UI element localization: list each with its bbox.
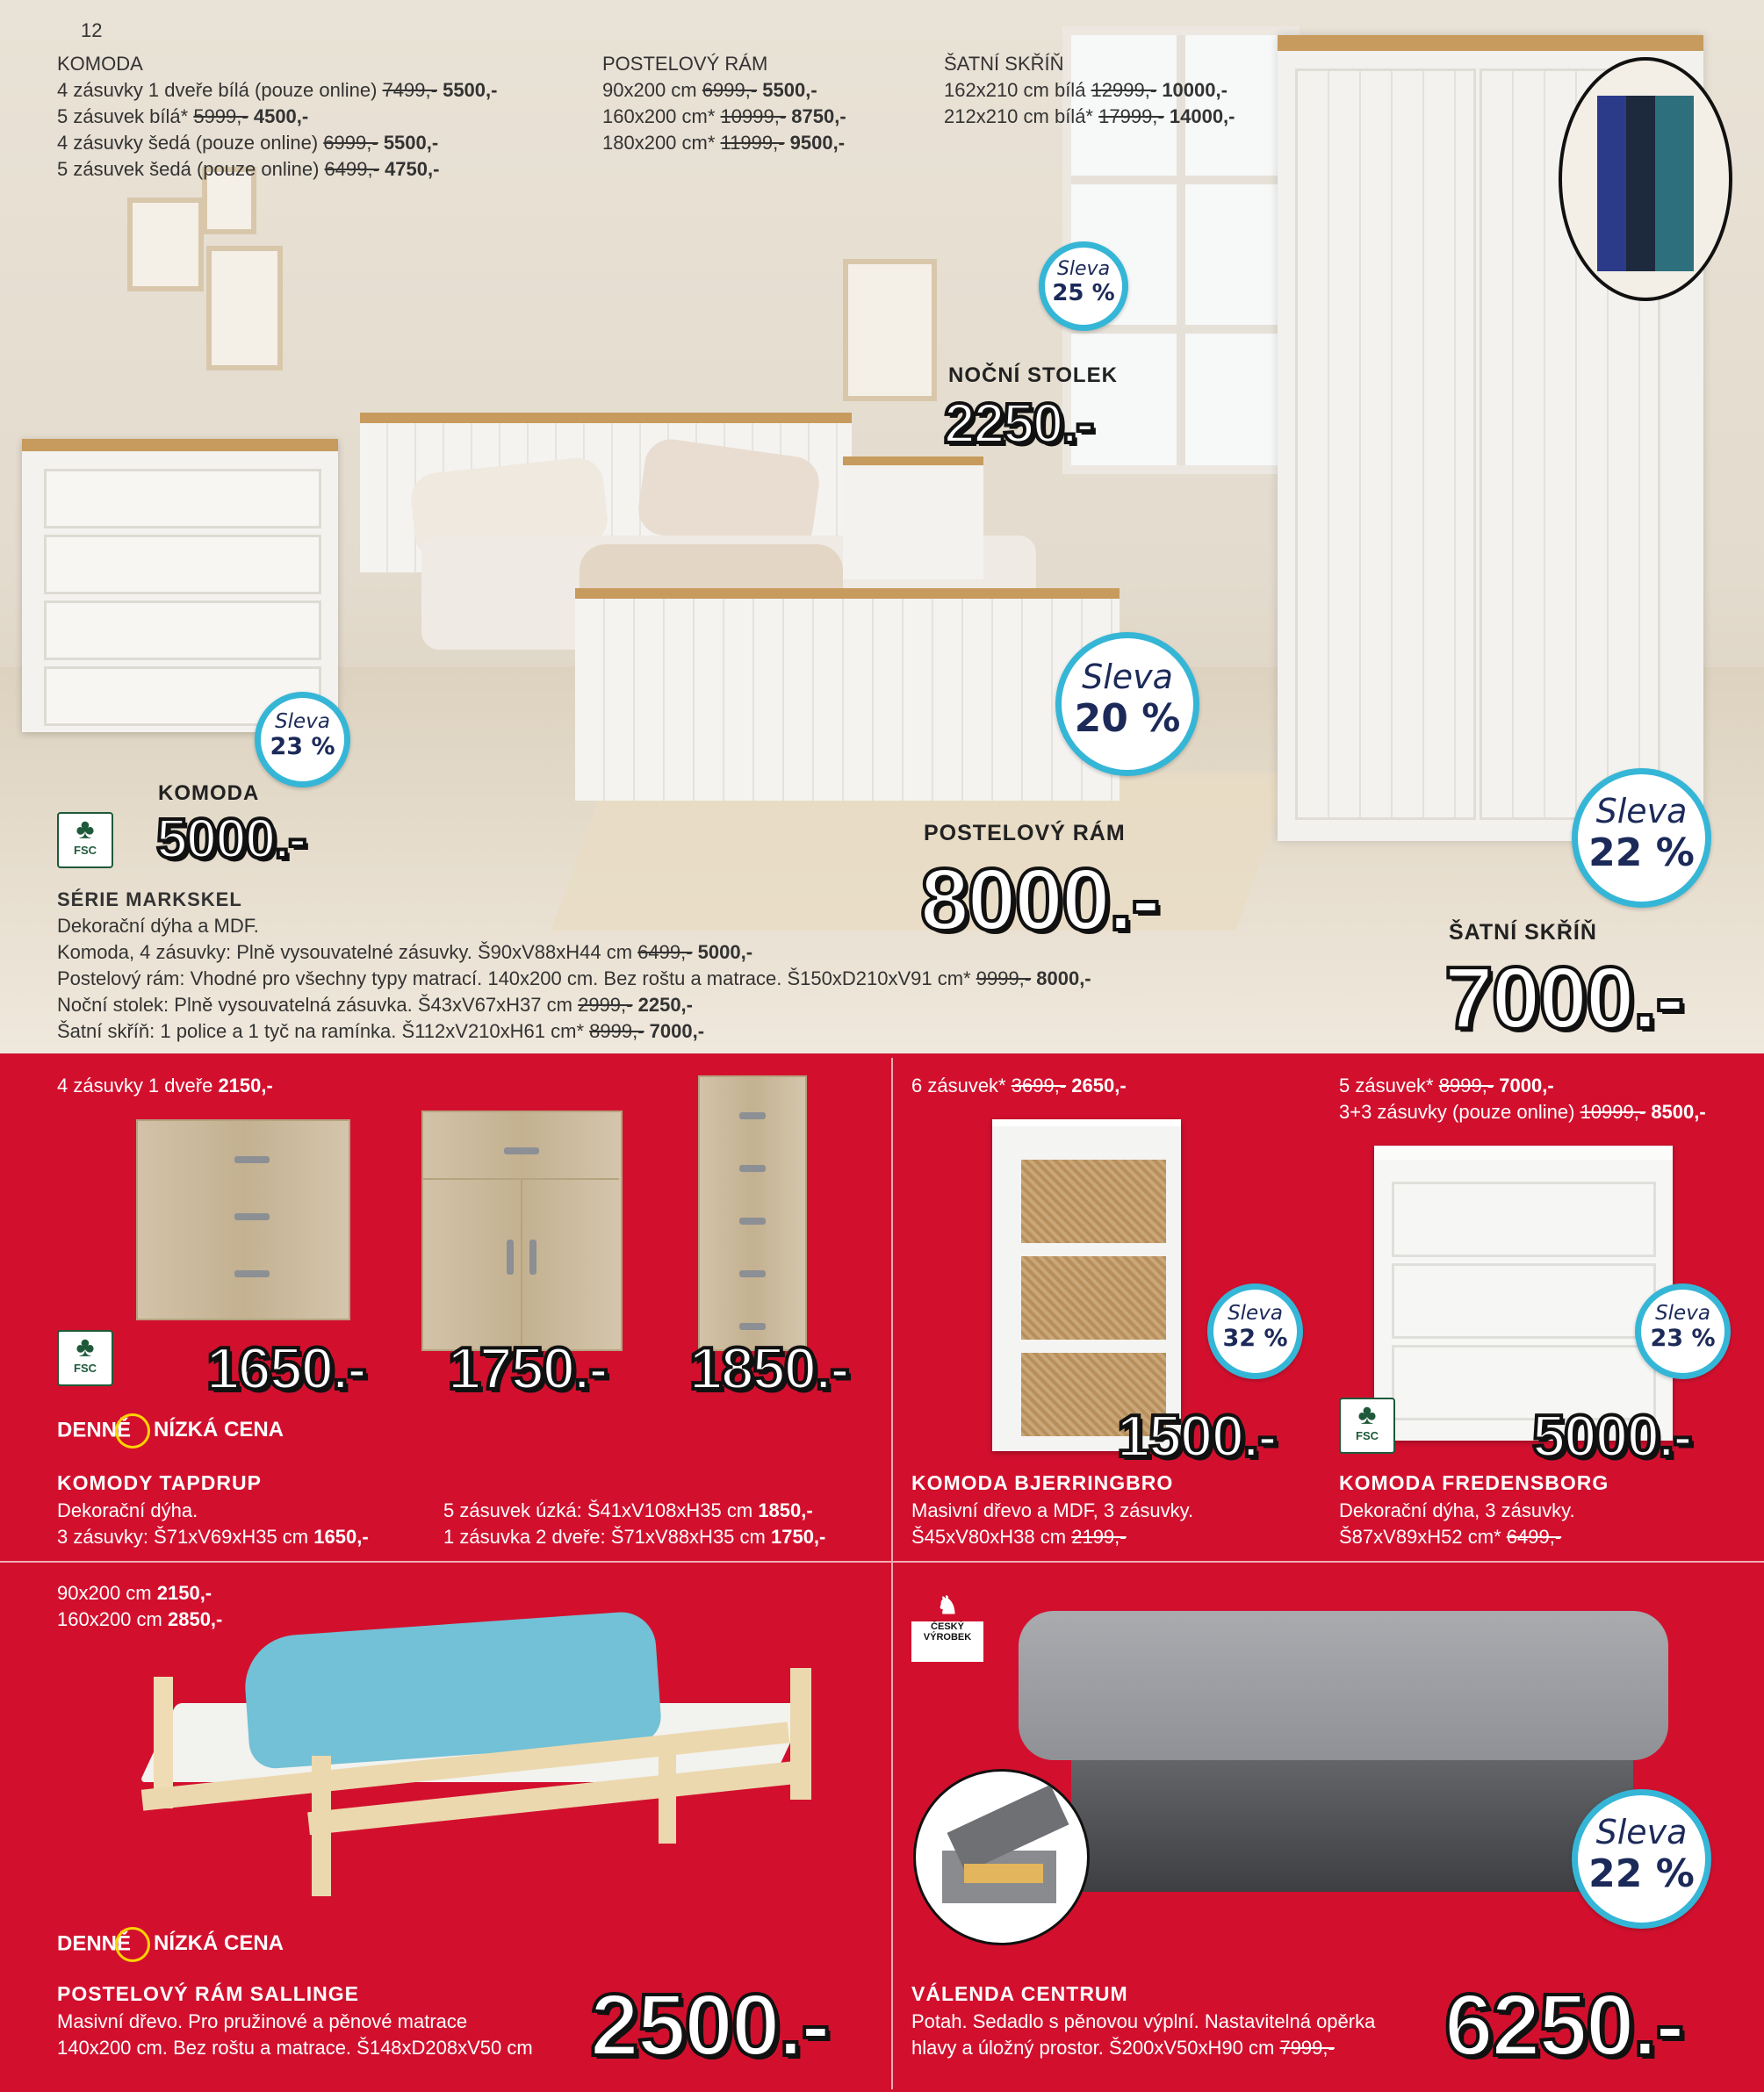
sallinge-price: 2500.- — [590, 1976, 829, 2074]
bjerringbro-name: KOMODA BJERRINGBRO — [911, 1471, 1174, 1494]
series-line: Šatní skříň: 1 police a 1 tyč na ramínka. Š112xV210xH61 cm* 8999,- 7000,- — [57, 1020, 705, 1042]
fsc-logo: ♣ FSC — [57, 1330, 113, 1386]
tapdrup-5-drawer-image — [698, 1075, 807, 1351]
discount-badge: Sleva 20 % — [1055, 632, 1199, 776]
series-desc: Dekorační dýha a MDF. — [57, 915, 259, 937]
fredensborg-line-2: 3+3 zásuvky (pouze online) 10999,- 8500,- — [1339, 1101, 1706, 1123]
bjerringbro-price: 1500.- — [1117, 1403, 1276, 1470]
komoda-variants-title: KOMODA — [57, 53, 143, 75]
variant-line: 5 zásuvek bílá* 5999,- 4500,- — [57, 105, 309, 127]
variant-line: 160x200 cm* 10999,- 8750,- — [602, 105, 846, 127]
denne-nizka-cena-logo: DENNĚ NÍZKÁ CENA — [57, 1413, 284, 1449]
komoda-name: KOMODA — [158, 781, 260, 805]
variant-line: 212x210 cm bílá* 17999,- 14000,- — [944, 105, 1235, 127]
fredensborg-line-1: 5 zásuvek* 8999,- 7000,- — [1339, 1075, 1554, 1096]
sallinge-line-2: 160x200 cm 2850,- — [57, 1608, 223, 1630]
postelovy-ram-variants — [602, 51, 846, 156]
wall-picture-1 — [127, 198, 204, 291]
centrum-desc: Potah. Sedadlo s pěnovou výplní. Nastavitelná opěrka hlavy a úložný prostor. Š200xV50xH90 cm 7999,- — [911, 2010, 1376, 2059]
tapdrup-3-drawer-image — [136, 1119, 350, 1320]
variant-line: 4 zásuvky 1 dveře bílá (pouze online) 7499,- 5500,- — [57, 79, 498, 101]
fsc-logo: ♣ FSC — [57, 812, 113, 868]
tapdrup-price-3: 1850.- — [689, 1335, 848, 1402]
centrum-price: 6250.- — [1444, 1976, 1683, 2074]
denne-nizka-cena-logo: DENNĚ NÍZKÁ CENA — [57, 1927, 284, 1962]
wardrobe-inside-inset — [1559, 57, 1732, 301]
tapdrup-desc: Dekorační dýha. 3 zásuvky: Š71xV69xH35 cm 1650,- — [57, 1499, 369, 1548]
bjerringbro-top-line: 6 zásuvek* 3699,- 2650,- — [911, 1075, 1127, 1096]
satni-skrin-price: 7000.- — [1444, 949, 1683, 1047]
discount-badge: Sleva 22 % — [1572, 1789, 1711, 1929]
series-line: Postelový rám: Vhodné pro všechny typy matrací. 140x200 cm. Bez roštu a matrace. Š150xD210xV91 cm* 9999,- 8000,- — [57, 967, 1091, 989]
tapdrup-top-line: 4 zásuvky 1 dveře 2150,- — [57, 1075, 273, 1096]
komoda-variants — [57, 51, 497, 183]
komoda-price: 5000.- — [156, 807, 306, 870]
storage-inset — [913, 1769, 1090, 1945]
sallinge-line-1: 90x200 cm 2150,- — [57, 1582, 212, 1604]
series-title: SÉRIE MARKSKEL — [57, 888, 242, 910]
divider — [0, 1561, 1764, 1563]
page-number: 12 — [81, 19, 103, 41]
fredensborg-price: 5000.- — [1532, 1403, 1691, 1470]
tapdrup-2-door-image — [421, 1111, 623, 1351]
postelovy-ram-price: 8000.- — [920, 851, 1159, 949]
divider — [891, 1058, 893, 2089]
fredensborg-desc: Dekorační dýha, 3 zásuvky. Š87xV89xH52 cm* 6499,- — [1339, 1499, 1575, 1548]
nocni-stolek-name: NOČNÍ STOLEK — [948, 363, 1118, 387]
sallinge-bed-image — [140, 1607, 825, 1896]
discount-badge: Sleva 32 % — [1207, 1283, 1303, 1379]
tapdrup-desc-2: 5 zásuvek úzká: Š41xV108xH35 cm 1850,- 1 zásuvka 2 dveře: Š71xV88xH35 cm 1750,- — [443, 1499, 826, 1548]
nocni-stolek-price: 2250.- — [944, 392, 1093, 455]
series-description — [57, 887, 1091, 1045]
discount-badge: Sleva 22 % — [1572, 768, 1711, 908]
satni-skrin-variants — [944, 51, 1235, 130]
satni-skrin-name: ŠATNÍ SKŘÍŇ — [1449, 920, 1597, 945]
bjerringbro-desc: Masivní dřevo a MDF, 3 zásuvky. Š45xV80xH38 cm 2199,- — [911, 1499, 1194, 1548]
sallinge-desc: Masivní dřevo. Pro pružinové a pěnové matrace 140x200 cm. Bez roštu a matrace. Š148xD208xV50 cm — [57, 2010, 533, 2059]
komoda-dresser-image — [22, 439, 338, 732]
sallinge-name: POSTELOVÝ RÁM SALLINGE — [57, 1982, 360, 2005]
fsc-logo: ♣ FSC — [1339, 1398, 1395, 1454]
tapdrup-price-2: 1750.- — [448, 1335, 607, 1402]
variant-line: 5 zásuvek šedá (pouze online) 6499,- 4750,- — [57, 158, 440, 180]
tapdrup-price-1: 1650.- — [206, 1335, 365, 1402]
variant-line: 4 zásuvky šedá (pouze online) 6999,- 5500,- — [57, 132, 439, 154]
variant-line: 90x200 cm 6999,- 5500,- — [602, 79, 817, 101]
fredensborg-name: KOMODA FREDENSBORG — [1339, 1471, 1609, 1494]
variant-line: 180x200 cm* 11999,- 9500,- — [602, 132, 846, 154]
discount-badge: Sleva 23 % — [1635, 1283, 1731, 1379]
discount-badge: Sleva 23 % — [255, 692, 350, 787]
cesky-vyrobek-logo: ♞ ČESKÝ VÝROBEK — [909, 1587, 986, 1664]
fredensborg-image — [1374, 1146, 1673, 1441]
wall-picture-3 — [206, 246, 283, 370]
wall-picture-4 — [843, 259, 937, 401]
bed-image — [351, 413, 1185, 808]
series-line: Komoda, 4 zásuvky: Plně vysouvatelné zásuvky. Š90xV88xH44 cm 6499,- 5000,- — [57, 941, 753, 963]
satni-skrin-variants-title: ŠATNÍ SKŘÍŇ — [944, 53, 1064, 75]
centrum-name: VÁLENDA CENTRUM — [911, 1982, 1128, 2005]
nocni-stolek-image — [843, 457, 983, 579]
tapdrup-name: KOMODY TAPDRUP — [57, 1471, 262, 1494]
postelovy-ram-variants-title: POSTELOVÝ RÁM — [602, 53, 768, 75]
variant-line: 162x210 cm bílá 12999,- 10000,- — [944, 79, 1228, 101]
series-line: Noční stolek: Plně vysouvatelná zásuvka. Š43xV67xH37 cm 2999,- 2250,- — [57, 994, 693, 1016]
postelovy-ram-name: POSTELOVÝ RÁM — [924, 821, 1126, 845]
discount-badge: Sleva 25 % — [1039, 241, 1128, 331]
